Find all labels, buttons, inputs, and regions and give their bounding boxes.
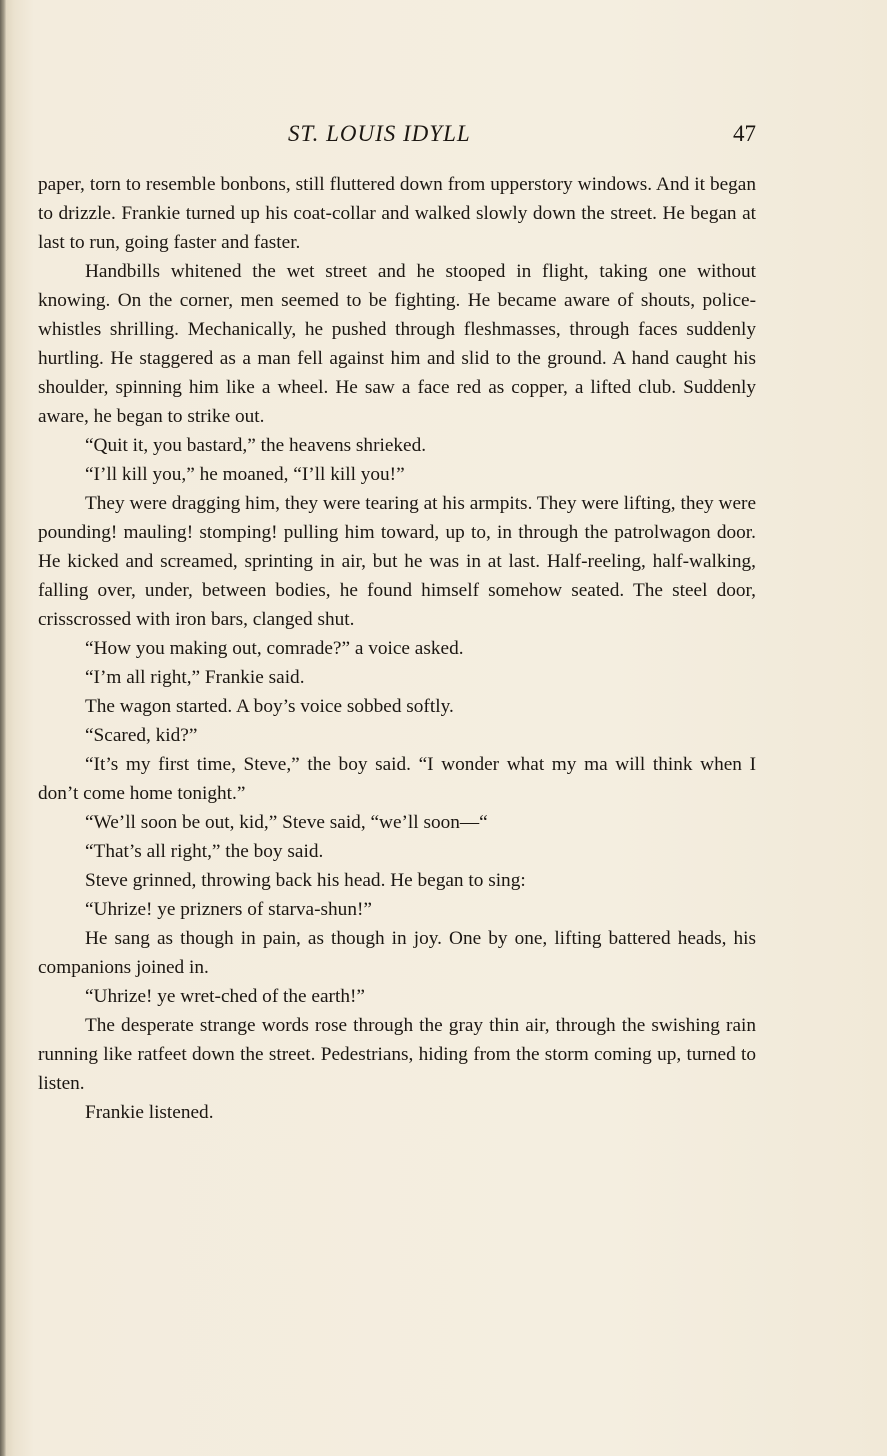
paragraph: Frankie listened. [85,1102,214,1123]
paragraph: “Uhrize! ye wret-ched of the earth!” [85,986,365,1007]
body-text [38,170,756,1127]
paragraph: The wagon started. A boy’s voice sobbed softly. [85,696,454,717]
paragraph: “How you making out, comrade?” a voice asked. [85,638,464,659]
paragraph: “Scared, kid?” [85,725,198,746]
paragraph: “It’s my first time, Steve,” the boy said. “I wonder what my ma will think when I don’t come home tonight.” [38,754,756,804]
page-spine-edge [0,0,6,1456]
paragraph: “Uhrize! ye prizners of starva-shun!” [85,899,372,920]
paragraph: The desperate strange words rose through the gray thin air, through the swishing rain running like ratfeet down the street. Pedestrians, hiding from the storm coming up, turned to listen. [38,1015,756,1094]
paragraph: “I’m all right,” Frankie said. [85,667,305,688]
paragraph: Steve grinned, throwing back his head. He began to sing: [85,870,526,891]
paragraph: “We’ll soon be out, kid,” Steve said, “we’ll soon—“ [85,812,488,833]
paragraph: Handbills whitened the wet street and he stooped in flight, taking one without knowing. On the corner, men seemed to be fighting. He became aware of shouts, police-whistles shrilling. Mechanically, he pushed through fleshmasses, through faces suddenly hurtling. He staggered as a man fell against him and slid to the ground. A hand caught his shoulder, spinning him like a wheel. He saw a face red as copper, a lifted club. Suddenly aware, he began to strike out. [38,261,756,427]
paragraph: He sang as though in pain, as though in joy. One by one, lifting battered heads, his companions joined in. [38,928,756,978]
page-number: 47 [733,121,756,146]
paragraph: They were dragging him, they were tearing at his armpits. They were lifting, they were pounding! mauling! stomping! pulling him toward, up to, in through the patrolwagon door. He kicked and screamed, sprinting in air, but he was in at last. Half-reeling, half-walking, falling over, under, between bodies, he found himself somehow seated. The steel door, crisscrossed with iron bars, clanged shut. [38,493,756,630]
paragraph: paper, torn to resemble bonbons, still fluttered down from upperstory windows. And it began to drizzle. Frankie turned up his coat-collar and walked slowly down the street. He began at last to run, going faster and faster. [38,174,756,253]
page-header [38,121,756,155]
paragraph: “Quit it, you bastard,” the heavens shrieked. [85,435,427,456]
running-head: ST. LOUIS IDYLL [288,121,471,146]
paragraph: “That’s all right,” the boy said. [85,841,324,862]
paragraph: “I’ll kill you,” he moaned, “I’ll kill you!” [85,464,405,485]
